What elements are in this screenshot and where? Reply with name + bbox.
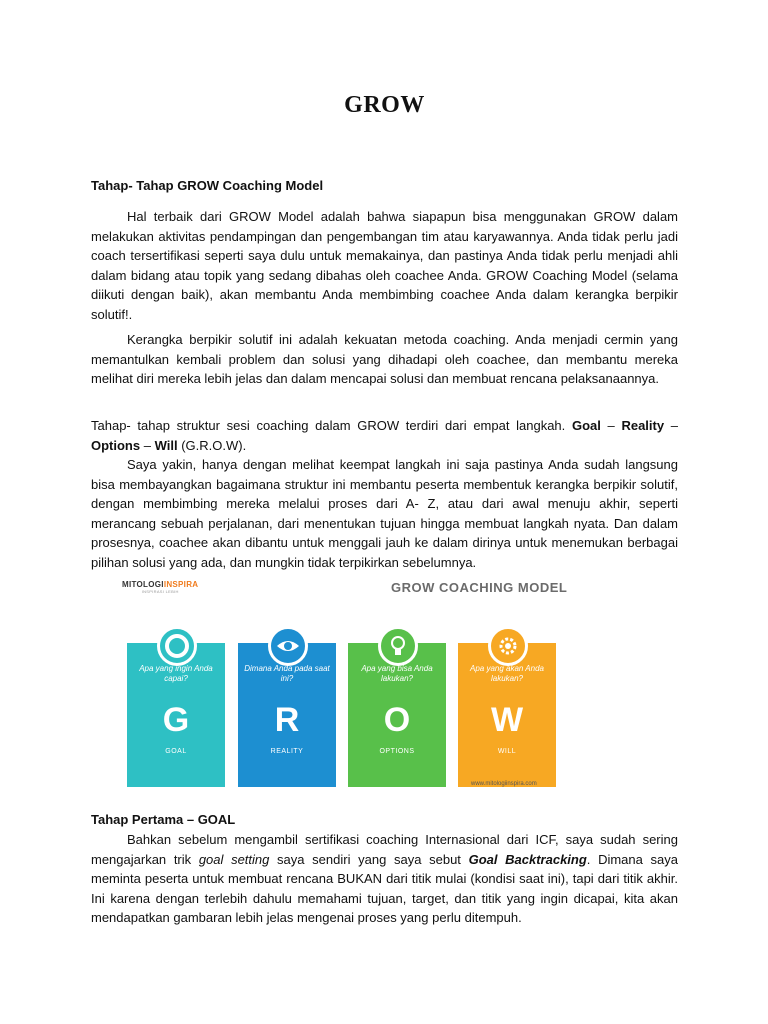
will-term: Will xyxy=(154,437,178,453)
page-title: GROW xyxy=(344,92,425,118)
goal-letter: G xyxy=(162,701,190,739)
s2-text-a: Bahkan sebelum mengambil sertifikasi coaching Internasional dari ICF, saya sudah sering mengajarkan trik xyxy=(91,832,678,867)
goal-label: GOAL xyxy=(165,748,187,755)
reality-letter: R xyxy=(274,701,300,739)
goal-term: Goal xyxy=(571,418,601,433)
reality-question: Dimana Anda pada saat ini? xyxy=(244,664,330,683)
p3-suffix: (G.R.O.W). xyxy=(177,437,247,453)
card-goal xyxy=(127,643,225,787)
goal-backtracking-term: Goal Backtracking xyxy=(468,851,587,867)
goal-question: Apa yang ingin Anda capai? xyxy=(139,664,213,683)
card-will xyxy=(458,643,556,787)
p3-text: Tahap- tahap struktur sesi coaching dalam GROW terdiri dari empat langkah. xyxy=(91,418,572,433)
source-url: www.mitologiinspira.com xyxy=(471,781,537,787)
section1-paragraph-4: Saya yakin, hanya dengan melihat keempat langkah ini saja pastinya Anda sudah langsung bisa membayangkan bagaimana struktur ini membantu peserta membentuk kerangka berpikir solutif, dengan membimbing mereka melalui proses dari A- Z, atau dari awal menuju akhir, seperti merancang sebuah perjalanan, dari menentukan tujuan hingga membuat langkah nyata. Dan dalam prosesnya, coachee akan dibantu untuk menggali jauh ke dalam dirinya untuk menemukan berbagai pilihan solusi yang ada, dan mungkin tidak terpikirkan sebelumnya. xyxy=(91,457,678,570)
section1 xyxy=(91,178,678,193)
options-letter: O xyxy=(383,701,411,739)
s2-text-c: . Dimana saya meminta peserta untuk membuat rencana BUKAN dari titik mulai (kondisi saat ini), tapi dari titik akhir. Ini karena dengan terlebih dahulu memahami tujuan, target, dan titik yang ingin dicapai, kita akan mendapatkan gambaran lebih jelas mengenai proses yang perlu ditempuh. xyxy=(91,851,678,925)
options-question: Apa yang bisa Anda lakukan? xyxy=(361,664,433,683)
reality-term: Reality xyxy=(621,418,665,433)
card-reality xyxy=(238,643,336,787)
section1-paragraph-1: Hal terbaik dari GROW Model adalah bahwa siapapun bisa menggunakan GROW dalam melakukan aktivitas pendampingan dan pengembangan tim atau karyawannya. Anda tidak perlu jadi coach tersertifikasi seperti saya dulu untuk memakainya, dan pastinya Anda tidak perlu menjadi ahli dalam bidang atau topik yang sedang dibahas oleh coachee Anda. GROW Coaching Model (selama diikuti dengan baik), akan membantu Anda membimbing coachee Anda dalam kerangka berpikir solutif!. xyxy=(91,209,678,322)
grow-infographic xyxy=(119,574,569,796)
gear-icon xyxy=(488,626,528,666)
will-label: WILL xyxy=(497,748,517,755)
lightbulb-icon xyxy=(378,626,418,666)
section1-paragraph-2: Kerangka berpikir solutif ini adalah kekuatan metoda coaching. Anda menjadi cermin yang memantulkan kembali problem dan solusi yang dihadapi oleh coachee, dan membantu mereka melihat diri mereka lebih jelas dan dalam mencapai solusi dan membuat rencana pelaksanaannya. xyxy=(91,332,678,386)
will-letter: W xyxy=(490,701,524,739)
goal-setting-term: goal setting xyxy=(198,851,270,867)
section2-heading: Tahap Pertama – GOAL xyxy=(91,812,236,827)
reality-label: REALITY xyxy=(270,748,304,755)
section1-paragraph-3: Tahap- tahap struktur sesi coaching dalam GROW terdiri dari empat langkah. Goal – Reality – Options – Will (G.R.O.W). xyxy=(91,418,678,453)
lifebuoy-icon xyxy=(157,626,197,666)
options-term: Options xyxy=(91,437,141,453)
card-options xyxy=(348,643,446,787)
section2-paragraph xyxy=(91,830,678,928)
options-label: OPTIONS xyxy=(379,748,415,755)
section1-heading: Tahap- Tahap GROW Coaching Model xyxy=(91,178,324,193)
mitologi-logo: MITOLOGIINSPIRA INSPIRASI LEBIH xyxy=(122,580,199,594)
will-question: Apa yang akan Anda lakukan? xyxy=(470,664,544,683)
eye-icon xyxy=(268,626,308,666)
infographic-title: GROW COACHING MODEL xyxy=(391,580,568,595)
s2-text-b: saya sendiri yang saya sebut xyxy=(269,851,469,867)
